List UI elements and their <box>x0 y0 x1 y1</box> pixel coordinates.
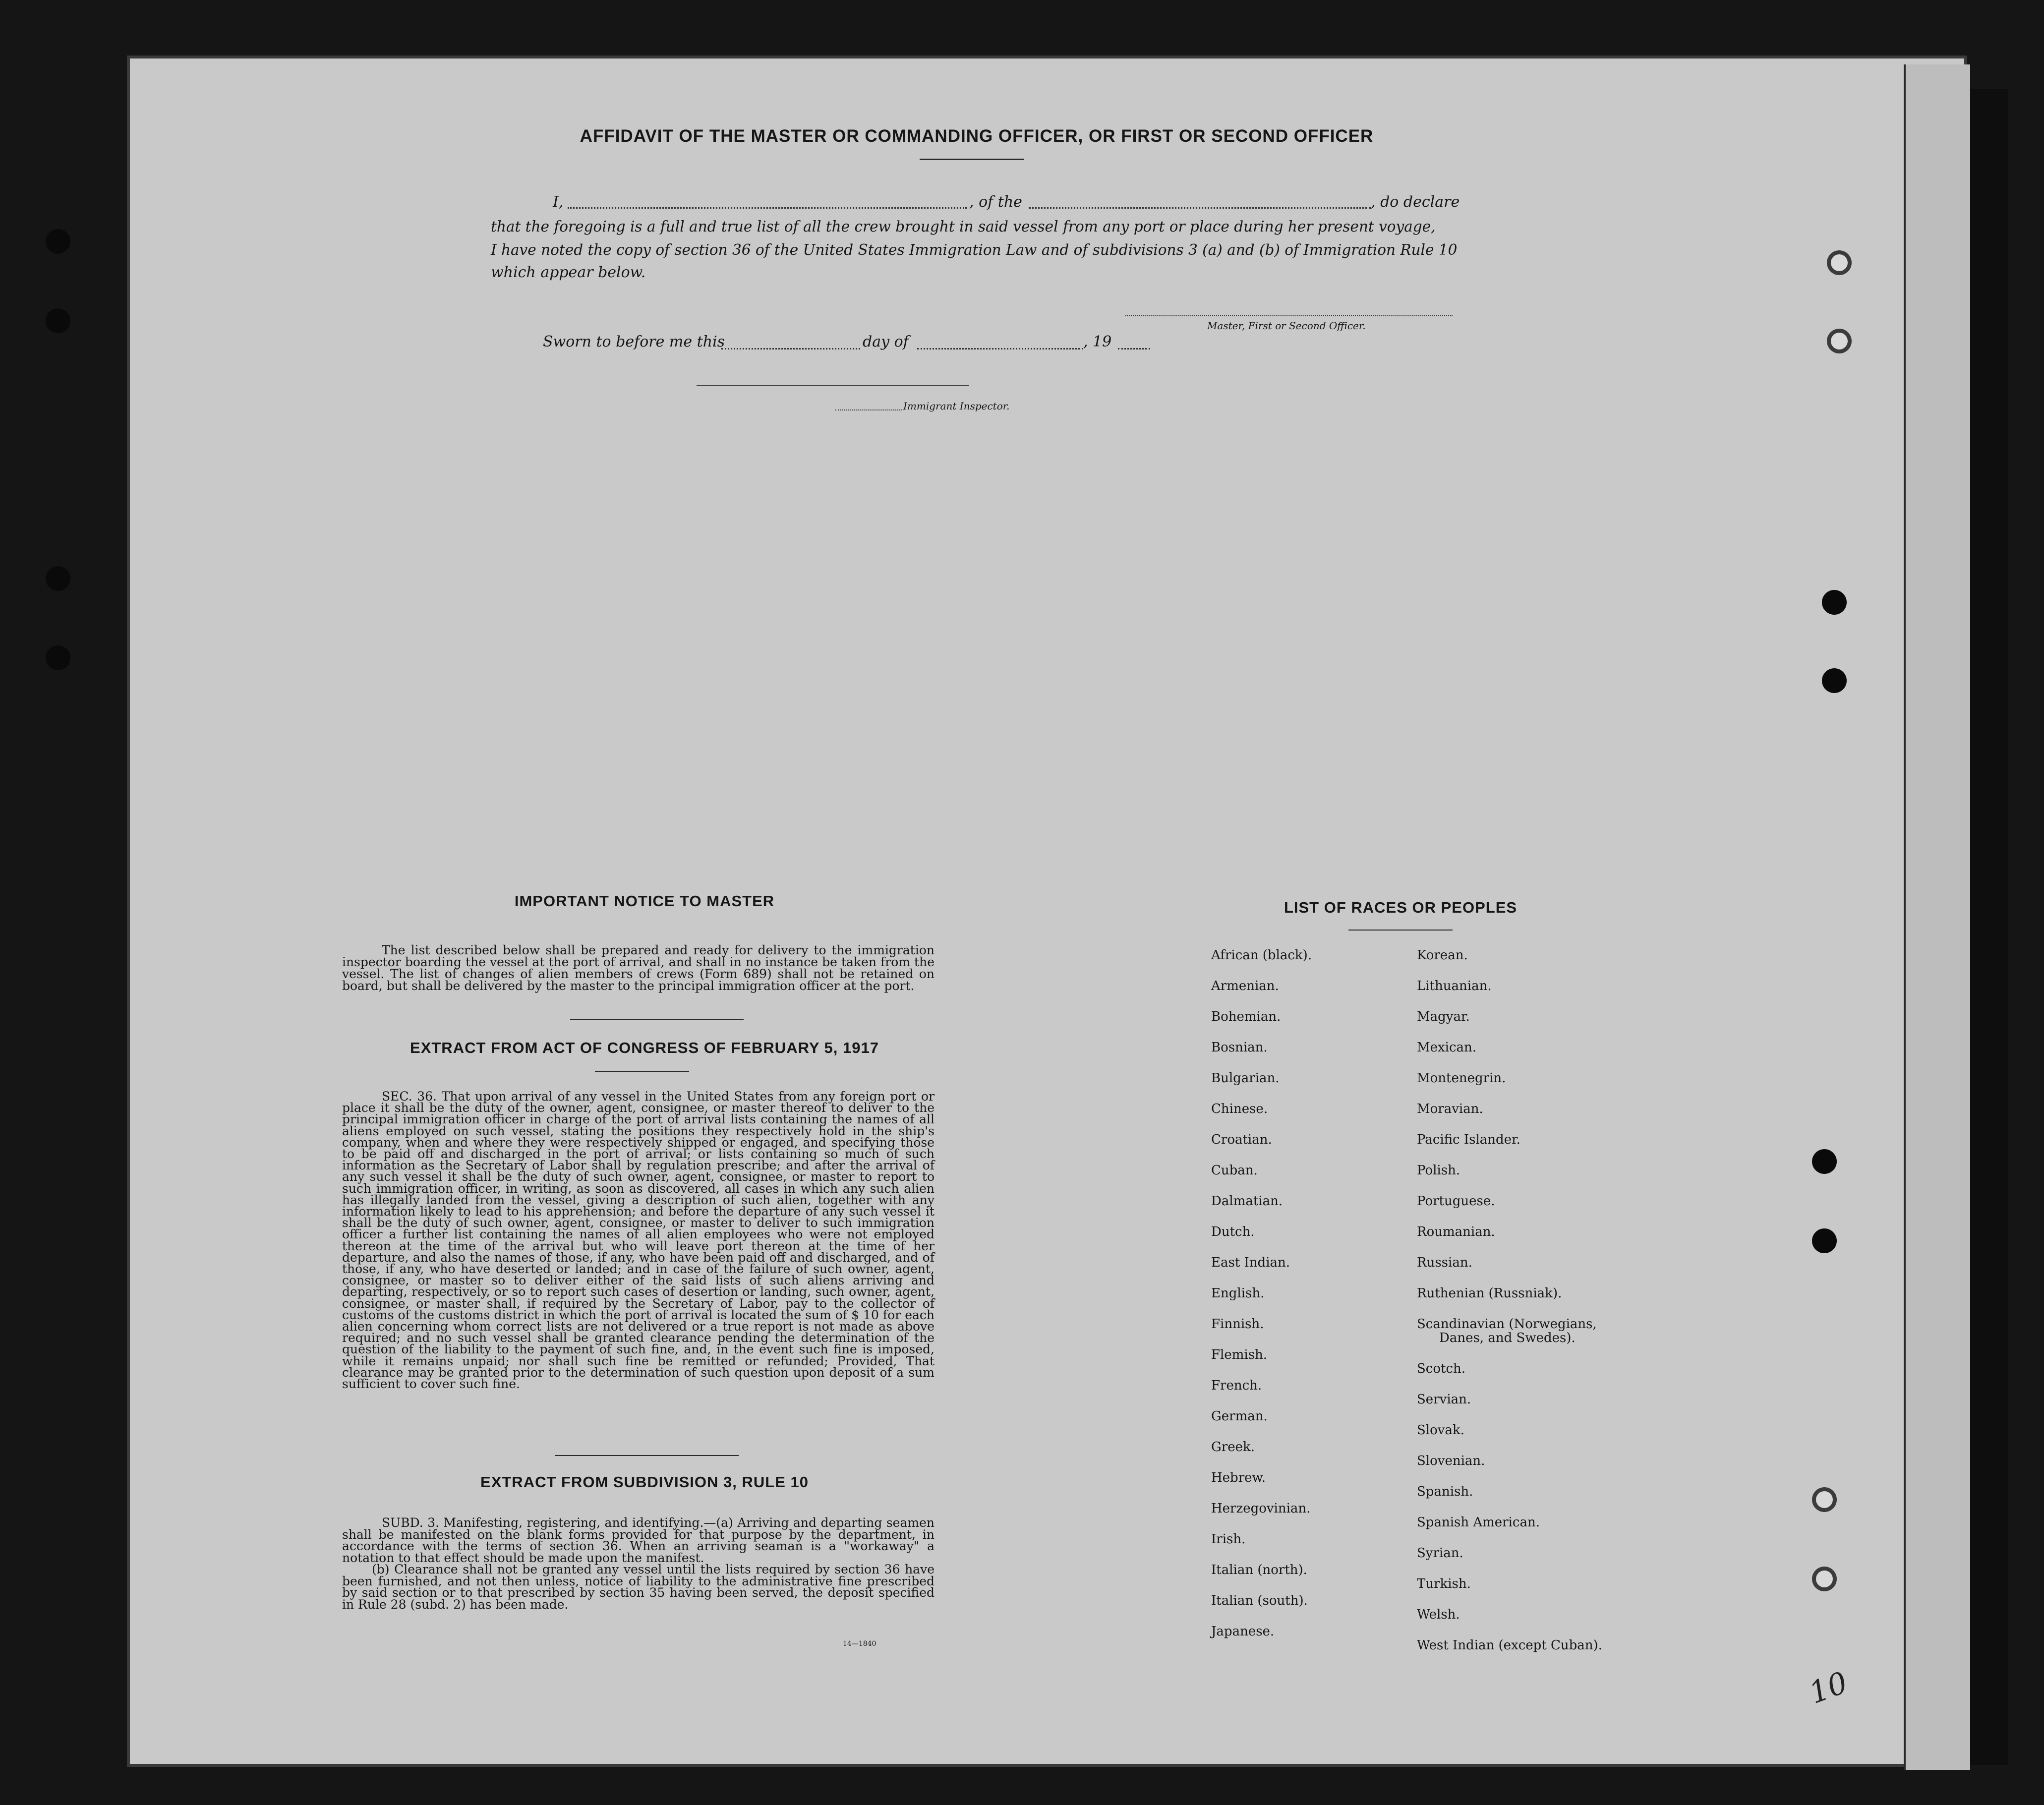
race-item: African (black). <box>1211 948 1312 963</box>
race-item: English. <box>1211 1286 1265 1301</box>
race-item: Danes, and Swedes). <box>1439 1331 1576 1345</box>
affidavit-title: AFFIDAVIT OF THE MASTER OR COMMANDING OFFICER, OR FIRST OR SECOND OFFICER <box>580 126 1374 146</box>
document-page <box>130 58 1964 1764</box>
sworn-mid: day of <box>863 333 909 350</box>
sworn-month-field[interactable] <box>917 348 1083 349</box>
race-item: Pacific Islander. <box>1417 1132 1520 1147</box>
race-item: Dalmatian. <box>1211 1194 1283 1209</box>
race-item: Ruthenian (Russniak). <box>1417 1286 1562 1301</box>
race-item: Magyar. <box>1417 1009 1470 1024</box>
race-item: Finnish. <box>1211 1317 1264 1332</box>
subdivision-3a-paragraph: SUBD. 3. Manifesting, registering, and identifying.—(a) Arriving and departing seamen shall be manifested on the blank forms provided for that purpose by the department, in accordance with the terms of section 36. When an arriving seaman is a "workaway" a notation to that effect should be made upon the manifest. <box>342 1515 934 1565</box>
race-item: Bohemian. <box>1211 1009 1281 1024</box>
race-item: Slovak. <box>1417 1423 1464 1438</box>
race-item: Hebrew. <box>1211 1470 1266 1485</box>
races-title-rule <box>1348 930 1453 931</box>
notice-paragraph: The list described below shall be prepared and ready for delivery to the immigration inspector boarding the vessel at the port of arrival, and shall in no instance be taken from the vessel. The list of changes of alien members of crews (Form 689) shall not be retained on board, but shall be delivered by the master to the principal immigration officer at the port. <box>342 943 934 993</box>
punch-hole-left <box>46 645 70 670</box>
affidavit-line1-start: I, <box>553 193 564 211</box>
race-item: Greek. <box>1211 1440 1255 1455</box>
race-item: Cuban. <box>1211 1163 1258 1178</box>
race-item: Slovenian. <box>1417 1454 1485 1468</box>
affidavit-vessel-field[interactable] <box>1029 207 1371 209</box>
notice-title: IMPORTANT NOTICE TO MASTER <box>514 892 775 910</box>
punch-hole-right <box>1812 1228 1837 1253</box>
sworn-start: Sworn to before me this <box>543 333 725 350</box>
punch-hole-left <box>46 566 70 591</box>
master-signature-label: Master, First or Second Officer. <box>1207 320 1366 332</box>
race-item: Polish. <box>1417 1163 1460 1178</box>
race-item: Servian. <box>1417 1392 1471 1407</box>
race-item: Korean. <box>1417 948 1468 963</box>
punch-hole-right <box>1827 250 1852 275</box>
punch-hole-right <box>1812 1567 1837 1591</box>
section-36-paragraph: SEC. 36. That upon arrival of any vessel in the United States from any foreign port or place it shall be the duty of the owner, agent, consignee, or master thereof to deliver to the principal immigration officer in charge of the port of arrival lists containing the names of all aliens employed on such vessel, stating the positions they respectively hold in the ship's company, when and where they were respectively shipped or engaged, and specifying those to be paid off and discharged in the port of arrival; or lists containing so much of such information as the Secretary of Labor shall by regulation prescribe; and after the arrival of any such vessel it shall be the duty of such owner, agent, consignee, or master to report to such immigration officer, in writing, as soon as discovered, all cases in which any such alien has illegally landed from the vessel, giving a description of such alien, together with any information likely to lead to his apprehension; and before the departure of any such vessel it shall be the duty of such owner, agent, consignee, or master to deliver to such immigration officer a further list containing the names of all alien employees who were not employed thereon at the time of the arrival but who will leave port thereon at the time of her departure, and also the names of those, if any, who have been paid off and discharged, and of those, if any, who have deserted or landed; and in case of the failure of such owner, agent, consignee, or master so to deliver either of the said lists of such aliens arriving and departing, respectively, or so to report such cases of desertion or landing, such owner, agent, consignee, or master shall, if required by the Secretary of Labor, pay to the collector of customs of the customs district in which the port of arrival is located the sum of $ 10 for each alien concerning whom correct lists are not delivered or a true report is not made as above required; and no such vessel shall be granted clearance pending the determination of the question of the liability to the payment of such fine, and, in the event such fine is imposed, while it remains unpaid; nor shall such fine be remitted or refunded; Provided, That clearance may be granted prior to the determination of such question upon deposit of a sum sufficient to cover such fine. <box>342 1089 934 1392</box>
extract-act-rule <box>595 1071 689 1072</box>
race-item: Bulgarian. <box>1211 1071 1280 1086</box>
inspector-label: Immigrant Inspector. <box>903 400 1010 412</box>
handwritten-page-number: 10 <box>1805 1665 1853 1711</box>
race-item: German. <box>1211 1409 1268 1424</box>
affidavit-line1-end: , do declare <box>1371 193 1460 211</box>
race-item: Italian (south). <box>1211 1593 1308 1608</box>
race-item: Roumanian. <box>1417 1224 1495 1239</box>
affidavit-name-field[interactable] <box>568 207 967 209</box>
race-item: Lithuanian. <box>1417 979 1492 993</box>
punch-hole-left <box>46 308 70 333</box>
inspector-signature-field[interactable] <box>697 385 969 386</box>
race-item: Spanish American. <box>1417 1515 1540 1530</box>
race-item: Flemish. <box>1211 1347 1268 1362</box>
notice-text <box>342 944 934 992</box>
race-item: Japanese. <box>1211 1624 1275 1639</box>
affidavit-line2: that the foregoing is a full and true list of all the crew brought in said vessel from any port or place during her present voyage, <box>491 218 1436 235</box>
race-item: Irish. <box>1211 1532 1246 1547</box>
extract-act-title: EXTRACT FROM ACT OF CONGRESS OF FEBRUARY 5, 1917 <box>410 1039 879 1056</box>
race-item: Scotch. <box>1417 1361 1466 1376</box>
race-item: Moravian. <box>1417 1102 1483 1116</box>
extract-rule-title: EXTRACT FROM SUBDIVISION 3, RULE 10 <box>480 1473 809 1491</box>
sworn-end: , 19 <box>1083 333 1112 350</box>
race-item: Turkish. <box>1417 1576 1471 1591</box>
race-item: Mexican. <box>1417 1040 1477 1055</box>
race-item: Welsh. <box>1417 1607 1460 1622</box>
punch-hole-right <box>1822 668 1847 693</box>
race-item: Syrian. <box>1417 1546 1463 1561</box>
subdivision-3b-paragraph: (b) Clearance shall not be granted any vessel until the lists required by section 36 have been furnished, and not then unless, notice of liability to the administrative fine prescribed by said section or to that prescribed by section 35 having been served, the deposit specified in Rule 28 (subd. 2) has been made. <box>342 1562 934 1612</box>
master-signature-field[interactable] <box>1125 315 1453 316</box>
form-number: 14—1840 <box>843 1640 876 1648</box>
race-item: Armenian. <box>1211 979 1279 993</box>
race-item: Portuguese. <box>1417 1194 1495 1209</box>
race-item: French. <box>1211 1378 1262 1393</box>
affidavit-title-rule <box>920 159 1024 160</box>
race-item: Croatian. <box>1211 1132 1272 1147</box>
race-item: Italian (north). <box>1211 1563 1307 1577</box>
punch-hole-right <box>1822 590 1847 615</box>
extract-act-text <box>342 1091 934 1390</box>
race-item: Russian. <box>1417 1255 1472 1270</box>
punch-hole-right <box>1812 1487 1837 1512</box>
race-item: Montenegrin. <box>1417 1071 1506 1086</box>
race-item: Scandinavian (Norwegians, <box>1417 1317 1597 1332</box>
extract-act-divider <box>555 1455 739 1456</box>
sworn-year-field[interactable] <box>1118 348 1150 349</box>
punch-hole-right <box>1812 1149 1837 1174</box>
inspector-dotline <box>835 409 902 410</box>
race-item: Spanish. <box>1417 1484 1473 1499</box>
notice-divider <box>570 1019 744 1020</box>
affidavit-line3: I have noted the copy of section 36 of the United States Immigration Law and of subdivisions 3 (a) and (b) of Immigration Rule 10 <box>491 241 1458 258</box>
race-item: East Indian. <box>1211 1255 1290 1270</box>
punch-hole-right <box>1827 329 1852 353</box>
race-item: Chinese. <box>1211 1102 1268 1116</box>
race-item: Herzegovinian. <box>1211 1501 1311 1516</box>
extract-rule-text <box>342 1517 934 1610</box>
punch-hole-left <box>46 229 70 254</box>
sworn-day-field[interactable] <box>721 348 860 349</box>
race-item: Bosnian. <box>1211 1040 1268 1055</box>
affidavit-line1-mid: , of the <box>969 193 1022 211</box>
page-edge <box>1904 64 1970 1770</box>
races-title: LIST OF RACES OR PEOPLES <box>1284 899 1518 916</box>
race-item: Dutch. <box>1211 1224 1255 1239</box>
race-item: West Indian (except Cuban). <box>1417 1638 1602 1653</box>
affidavit-line4: which appear below. <box>491 264 646 281</box>
